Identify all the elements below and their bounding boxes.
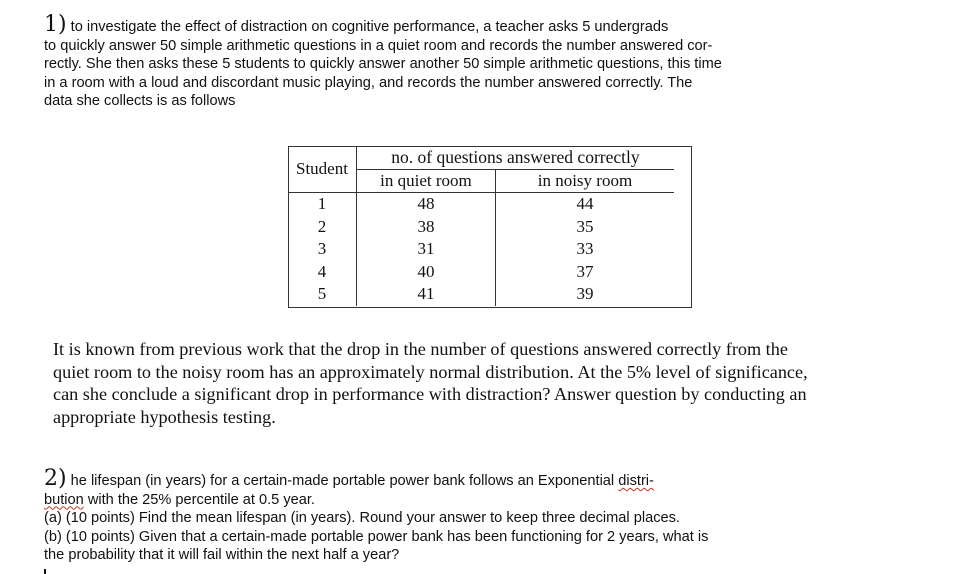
student-cell: 1 bbox=[288, 193, 356, 216]
student-cell: 5 bbox=[288, 283, 356, 306]
quiet-cell: 40 bbox=[356, 261, 495, 284]
q1-number: 1) bbox=[44, 12, 67, 37]
spellcheck-flagged-word[interactable]: bution bbox=[44, 491, 84, 508]
q1-cont-line-2: quiet room to the noisy room has an approximately normal distribution. At the 5% level of significance, bbox=[53, 361, 808, 382]
q1-line-5: data she collects is as follows bbox=[44, 93, 236, 109]
text-cursor[interactable] bbox=[44, 569, 46, 574]
table-row bbox=[288, 193, 674, 216]
q2-line-1-text: he lifespan (in years) for a certain-made portable power bank follows an Exponential bbox=[70, 473, 619, 489]
quiet-cell: 41 bbox=[356, 283, 495, 306]
table-row bbox=[288, 238, 674, 261]
question-2 bbox=[44, 466, 824, 565]
quiet-cell: 48 bbox=[356, 193, 495, 216]
q1-cont-line-1: It is known from previous work that the drop in the number of questions answered correctly from the bbox=[53, 339, 788, 359]
spellcheck-flagged-word[interactable]: distri- bbox=[618, 473, 654, 489]
table-row bbox=[288, 261, 674, 284]
student-cell: 2 bbox=[288, 216, 356, 239]
noisy-room-header: in noisy room bbox=[495, 169, 674, 193]
q1-cont-line-3: can she conclude a significant drop in performance with distraction? Answer question by conducting an bbox=[53, 384, 807, 404]
q2-line-2 bbox=[44, 491, 824, 510]
q2-part-b-line-1: (b) (10 points) Given that a certain-made portable power bank has been functioning for 2 years, what is bbox=[44, 528, 709, 545]
q1-line-3: rectly. She then asks these 5 students to quickly answer another 50 simple arithmetic questions, this time bbox=[44, 56, 722, 72]
q2-part-a: (a) (10 points) Find the mean lifespan (in years). Round your answer to keep three decimal places. bbox=[44, 510, 680, 526]
q2-line-2-text: with the 25% percentile at 0.5 year. bbox=[83, 491, 315, 508]
student-column-header: Student bbox=[288, 146, 356, 193]
q2-line-1 bbox=[44, 466, 824, 491]
question-1 bbox=[44, 12, 824, 111]
student-cell: 4 bbox=[288, 261, 356, 284]
q1-continuation bbox=[53, 338, 928, 428]
quiet-cell: 31 bbox=[356, 238, 495, 261]
quiet-cell: 38 bbox=[356, 216, 495, 239]
table-header-row-1 bbox=[288, 146, 674, 169]
student-cell: 3 bbox=[288, 238, 356, 261]
quiet-room-header: in quiet room bbox=[356, 169, 495, 193]
table-row bbox=[288, 216, 674, 239]
noisy-cell: 44 bbox=[495, 193, 674, 216]
noisy-cell: 33 bbox=[576, 239, 594, 259]
q2-number: 2) bbox=[44, 466, 67, 491]
q1-line-2: to quickly answer 50 simple arithmetic questions in a quiet room and records the number answered cor- bbox=[44, 37, 713, 54]
table-row bbox=[288, 283, 674, 306]
q1-cont-line-4: appropriate hypothesis testing. bbox=[53, 406, 276, 427]
q1-line-4: in a room with a loud and discordant music playing, and records the number answered correctly. The bbox=[44, 74, 693, 91]
noisy-cell: 35 bbox=[576, 216, 594, 236]
questions-column-header: no. of questions answered correctly bbox=[356, 146, 674, 169]
noisy-cell: 39 bbox=[576, 284, 594, 304]
q2-part-b-line-2: the probability that it will fail within the next half a year? bbox=[44, 547, 400, 563]
noisy-cell: 37 bbox=[576, 261, 594, 281]
q1-intro-text: to investigate the effect of distraction on cognitive performance, a teacher asks 5 undergrads bbox=[70, 19, 669, 35]
data-table bbox=[288, 146, 674, 306]
q1-line-1 bbox=[44, 12, 824, 37]
